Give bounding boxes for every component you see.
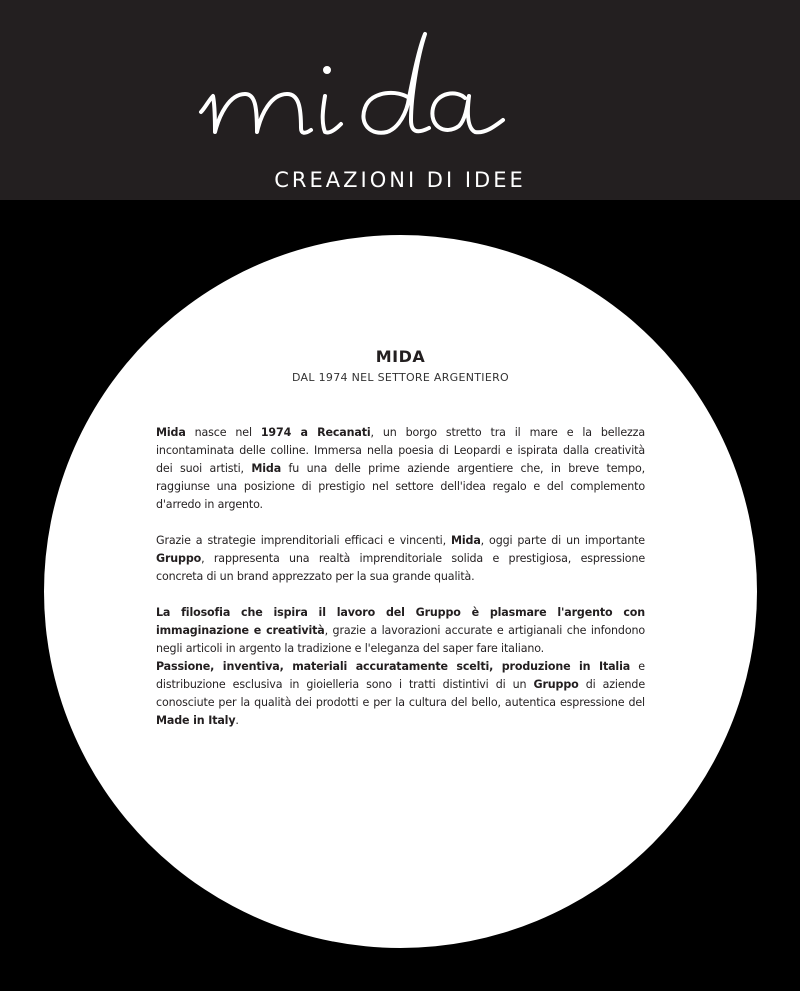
text-bold: Mida: [156, 426, 186, 439]
text: e distribuzione esclusiva in gioielleria sono i tratti distintivi di un: [156, 660, 645, 691]
text: di aziende conosciute per la qualità dei prodotti e per la cultura del bello, autentica espressione del: [156, 678, 645, 709]
main-area: [0, 200, 800, 991]
text-bold: Mida: [251, 462, 282, 475]
text: fu una delle prime aziende argentiere che, in breve tempo, raggiunse una posizione di prestigio nel settore dell'idea regalo e del complemento d'arredo in argento.: [156, 462, 645, 511]
paragraph-history: [156, 424, 645, 514]
text-bold: 1974 a Recanati: [260, 426, 371, 439]
text: , grazie a lavorazioni accurate e artigianali che infondono negli articoli in argento la tradizione e l'eleganza del saper fare italiano.: [156, 624, 645, 655]
text-bold: Made in Italy: [156, 714, 236, 727]
header-banner: [0, 0, 800, 200]
text-bold: Mida: [451, 534, 481, 547]
paragraph-strategy: [156, 532, 645, 586]
text: .: [235, 714, 239, 727]
text-bold: Passione, inventiva, materiali accuratamente scelti, produzione in Italia: [156, 660, 631, 673]
tagline: CREAZIONI DI IDEE: [274, 168, 526, 192]
page-subtitle: DAL 1974 NEL SETTORE ARGENTIERO: [291, 371, 510, 384]
text: , oggi parte di un importante: [480, 534, 645, 547]
text: Grazie a strategie imprenditoriali efficaci e vincenti,: [156, 534, 451, 547]
text: nasce nel: [185, 426, 261, 439]
text: , rappresenta una realtà imprenditoriale solida e prestigiosa, espressione concreta di un brand apprezzato per la sua grande qualità.: [156, 552, 645, 583]
text: , un borgo stretto tra il mare e la bellezza incontaminata delle colline. Immersa nella poesia di Leopardi e ispirata dalla creatività dei suoi artisti,: [156, 426, 645, 475]
paragraph-values: [156, 658, 645, 730]
content-block: [156, 347, 645, 730]
mida-logo: [195, 28, 607, 158]
page-title: MIDA: [375, 347, 426, 366]
text-bold: Gruppo: [156, 552, 202, 565]
paragraph-philosophy: [156, 604, 645, 658]
text-bold: Gruppo: [533, 678, 579, 691]
text-bold: La filosofia che ispira il lavoro del Gruppo è plasmare l'argento con immaginazione e creatività: [156, 606, 645, 637]
